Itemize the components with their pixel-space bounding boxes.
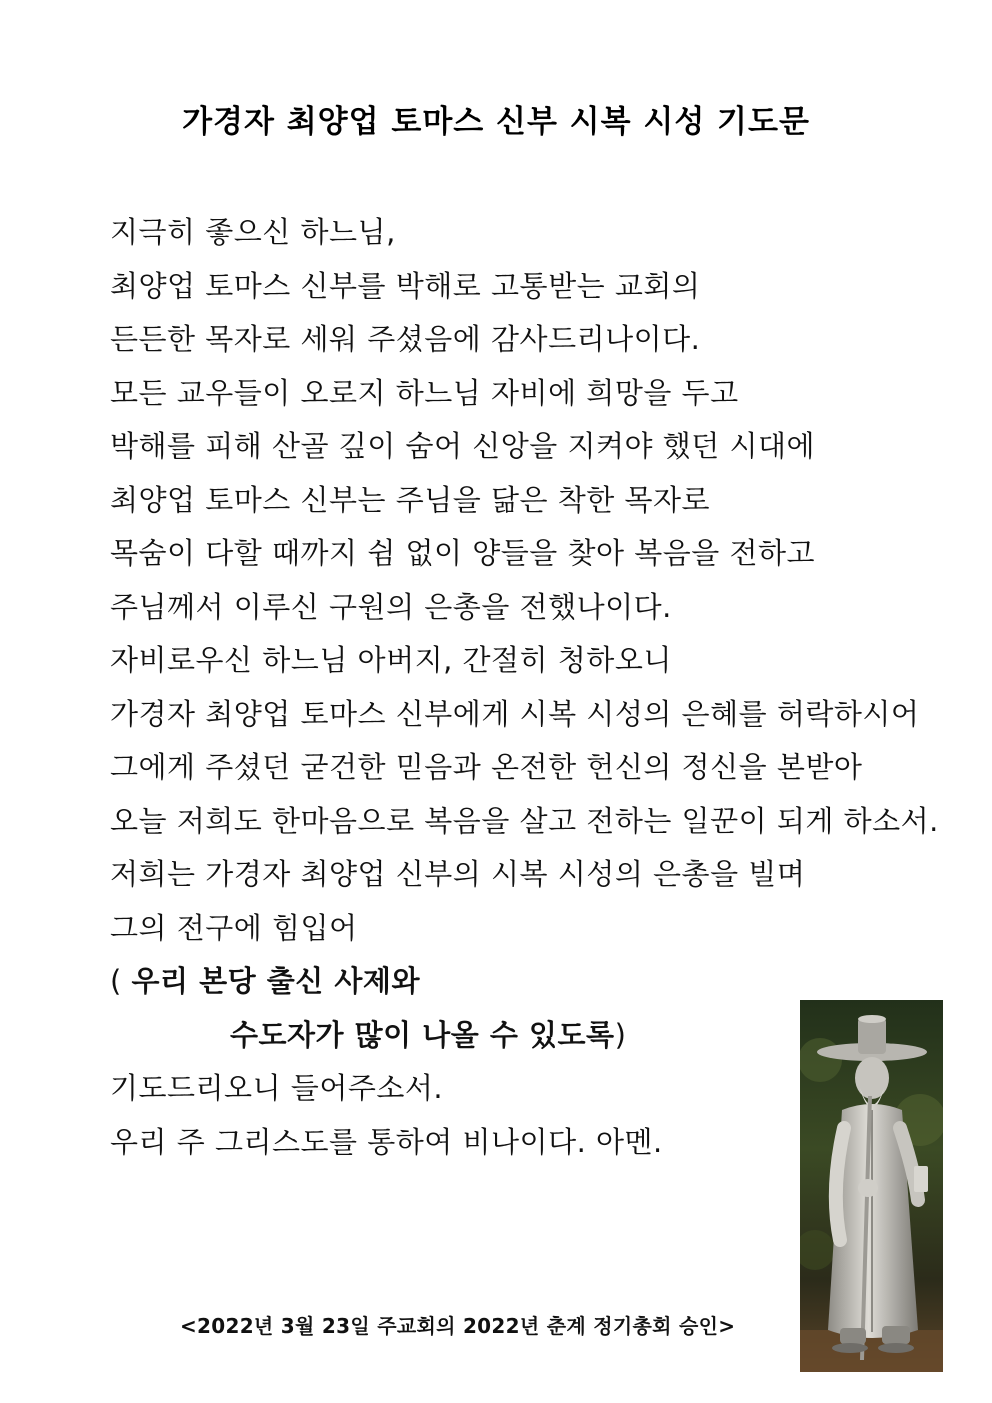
intention-text-2: 수도자가 많이 나올 수 있도록 xyxy=(230,1017,615,1052)
prayer-line: 모든 교우들이 오로지 하느님 자비에 희망을 두고 xyxy=(110,375,739,410)
statue-illustration xyxy=(800,1000,943,1372)
prayer-line: 주님께서 이루신 구원의 은총을 전했나이다. xyxy=(110,589,672,624)
closing-line: 우리 주 그리스도를 통하여 비나이다. 아멘. xyxy=(110,1124,663,1159)
prayer-line: 든든한 목자로 세워 주셨음에 감사드리나이다. xyxy=(110,322,701,356)
prayer-line: 최양업 토마스 신부를 박해로 고통받는 교회의 xyxy=(110,268,701,303)
prayer-line: 최양업 토마스 신부는 주님을 닮은 착한 목자로 xyxy=(110,482,711,517)
prayer-line: 지극히 좋으신 하느님, xyxy=(110,215,396,249)
prayer-line: 박해를 피해 산골 깊이 숨어 신앙을 지켜야 했던 시대에 xyxy=(110,429,816,463)
intention-text-1: 우리 본당 출신 사제와 xyxy=(131,964,420,998)
close-paren: ) xyxy=(614,1017,627,1052)
prayer-line: 그의 전구에 힘입어 xyxy=(110,910,358,945)
prayer-line: 저희는 가경자 최양업 신부의 시복 시성의 은총을 빌며 xyxy=(110,857,806,891)
approval-note: <2022년 3월 23일 주교회의 2022년 춘계 정기총회 승인> xyxy=(180,1314,736,1338)
priest-statue-photo xyxy=(800,1000,943,1372)
open-paren: ( xyxy=(110,964,132,998)
prayer-line: 목숨이 다할 때까지 쉼 없이 양들을 찾아 복음을 전하고 xyxy=(110,536,816,570)
prayer-line: 자비로우신 하느님 아버지, 간절히 청하오니 xyxy=(110,643,672,677)
prayer-line: 가경자 최양업 토마스 신부에게 시복 시성의 은혜를 허락하시어 xyxy=(110,696,920,731)
closing-line: 기도드리오니 들어주소서. xyxy=(110,1071,444,1105)
document-title: 가경자 최양업 토마스 신부 시복 시성 기도문 xyxy=(182,104,810,140)
prayer-line: 오늘 저희도 한마음으로 복음을 살고 전하는 일꾼이 되게 하소서. xyxy=(110,803,939,838)
prayer-line: 그에게 주셨던 굳건한 믿음과 온전한 헌신의 정신을 본받아 xyxy=(110,750,863,784)
